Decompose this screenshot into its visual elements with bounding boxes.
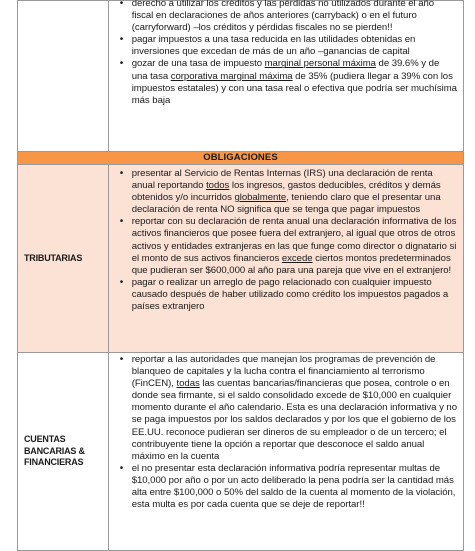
cuentas-label-cell [18, 353, 109, 551]
benefits-row [18, 1, 464, 152]
section-header-row [18, 152, 464, 165]
cuentas-row [18, 353, 464, 551]
benefits-label-cell [18, 1, 109, 152]
list-item: • el no presentar esta declaración informativa podría representar multas de $10,000 por año o por un acto deliberado la pena podría ser la cantidad más alta entre $100,000 o 50% del saldo de la cuenta al momento de la violación, esta multa es por cada cuenta que se deje de reportar!! [132, 463, 457, 511]
list-item: • derecho a utilizar los créditos y las pérdidas no utilizados durante el año fiscal en declaraciones de años anteriores (carryback) o en el futuro (carryforward) –los créditos y pérdidas fiscales no se pierden!! [132, 0, 457, 34]
cuentas-list [109, 354, 463, 511]
tributarias-label: TRIBUTARIAS [24, 252, 83, 263]
section-title: OBLIGACIONES [18, 152, 463, 164]
list-item: • reportar a las autoridades que manejan los programas de prevención de blanqueo de capitales y la lucha contra el financiamiento al terrorismo (FinCEN), todas las cuentas bancarias/financieras que posea, controle o en donde sea firmante, si el saldo consolidado excede de $10,000 en cualquier momento durante el año calendario. Esta es una declaración informativa y no se paga impuestos por los saldos declarados y por los que el gobierno de los EE.UU. reconoce pudieran ser dineros de su empleador o de un tercero; el contribuyente tiene la opción a reportar que desconoce el saldo anual máximo en la cuenta [132, 354, 457, 463]
cuentas-label: CUENTAS BANCARIAS & FINANCIERAS [24, 434, 85, 468]
list-item: • gozar de una tasa de impuesto marginal personal máxima de 39.6% y de una tasa corporativa marginal máxima de 35% (pudiera llegar a 39% con los impuestos estatales) y con una tasa real o efectiva que podría ser muchísima más baja [132, 58, 457, 106]
cuentas-body-cell [108, 353, 463, 551]
benefits-body-cell [108, 1, 463, 152]
tributarias-label-cell [18, 165, 109, 353]
list-item: • presentar al Servicio de Rentas Internas (IRS) una declaración de renta anual reportando todos los ingresos, gastos deducibles, créditos y demás obtenidos y/o incurridos globalmente, teniendo claro que el presentar una declaración de renta NO significa que se tenga que pagar impuestos [132, 168, 457, 216]
list-item: • pagar o realizar un arreglo de pago relacionado con cualquier impuesto causado después de haber utilizado como crédito los impuestos pagados a países extranjero [132, 277, 457, 313]
tributarias-list [109, 168, 463, 313]
section-header [18, 152, 464, 165]
list-item: • reportar con su declaración de renta anual una declaración informativa de los activos financieros que posee fuera del extranjero, al igual que otros de otros activos y entidades extranjeras en las que funge como director o dignatario si el monto de sus activos financieros excede ciertos montos predeterminados que pudieran ser $600,000 al año para una pareja que vive en el extranjero! [132, 216, 457, 276]
list-item: • pagar impuestos a una tasa reducida en las utilidades obtenidas en inversiones que excedan de más de un año –ganancias de capital [132, 34, 457, 58]
obligations-table [17, 0, 464, 551]
tributarias-row [18, 165, 464, 353]
tributarias-body-cell [108, 165, 463, 353]
benefits-list [109, 0, 463, 107]
